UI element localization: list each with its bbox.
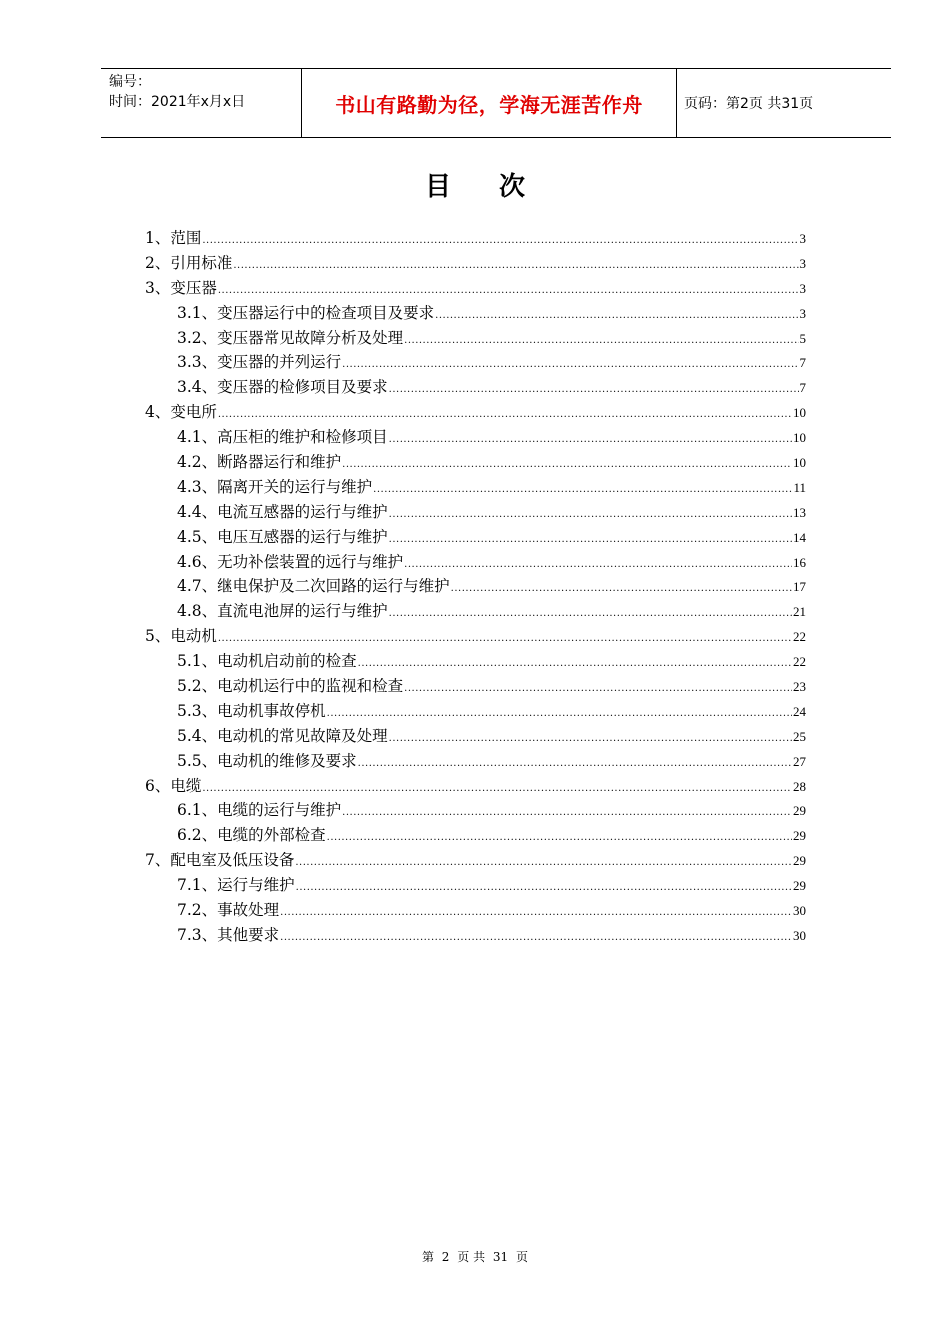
toc-entry-page: 7 (799, 380, 806, 396)
footer-page-mid: 页 共 (457, 1250, 486, 1264)
document-number-label: 编号： (109, 74, 151, 90)
toc-entry-label: 4、变电所 (145, 403, 217, 422)
toc-entry-page: 30 (793, 903, 806, 919)
toc-entry[interactable] (145, 774, 806, 799)
toc-entry-label: 1、范围 (145, 229, 202, 247)
header-motto: 书山有路勤为径，学海无涯苦作舟 (335, 92, 643, 117)
toc-entry[interactable] (145, 898, 806, 923)
toc-dot-leader (358, 659, 792, 669)
toc-dot-leader (202, 784, 792, 794)
toc-dot-leader (404, 560, 792, 570)
toc-dot-leader (327, 709, 792, 719)
page-footer (0, 1248, 950, 1265)
toc-entry-label: 4.5、电压互感器的运行与维护 (177, 527, 388, 546)
toc-entry[interactable] (145, 848, 806, 873)
toc-dot-leader (389, 385, 799, 395)
toc-entry-label: 6、电缆 (145, 776, 202, 795)
toc-entry-label: 3.3、变压器的并列运行 (177, 353, 342, 372)
toc-entry-label: 4.7、继电保护及二次回路的运行与维护 (177, 577, 450, 596)
toc-entry[interactable] (145, 550, 806, 575)
toc-entry[interactable] (145, 500, 806, 525)
toc-entry[interactable] (145, 301, 806, 326)
toc-entry-label: 2、引用标准 (145, 253, 233, 272)
toc-entry[interactable] (145, 923, 806, 948)
toc-entry-label: 4.4、电流互感器的运行与维护 (177, 502, 388, 521)
document-date: 时间：2021年x月x日 (109, 94, 246, 110)
toc-entry-label: 4.6、无功补偿装置的远行与维护 (177, 552, 404, 571)
footer-page-suffix: 页 (516, 1250, 529, 1264)
toc-dot-leader (389, 734, 792, 744)
toc-entry[interactable] (145, 525, 806, 550)
toc-entry[interactable] (145, 276, 806, 301)
toc-entry[interactable] (145, 599, 806, 624)
footer-page-total: 31 (492, 1250, 509, 1264)
toc-entry[interactable] (145, 798, 806, 823)
toc-entry-label: 3.4、变压器的检修项目及要求 (177, 378, 388, 397)
toc-entry-page: 10 (793, 405, 806, 421)
toc-entry-page: 17 (793, 579, 806, 595)
toc-entry[interactable] (145, 624, 806, 649)
toc-dot-leader (435, 311, 798, 321)
toc-entry-page: 14 (793, 529, 806, 545)
header-meta (101, 69, 301, 137)
toc-dot-leader (389, 510, 792, 520)
toc-dot-leader (342, 808, 792, 818)
toc-entry-page: 24 (793, 703, 806, 719)
toc-entry-page: 16 (793, 554, 806, 570)
toc-entry[interactable] (145, 450, 806, 475)
toc-entry-label: 3.1、变压器运行中的检查项目及要求 (177, 303, 435, 322)
toc-entry-page: 29 (793, 853, 806, 869)
toc-entry[interactable] (145, 749, 806, 774)
toc-entry-label: 7.2、事故处理 (177, 901, 280, 920)
toc-dot-leader (233, 261, 798, 271)
toc-entry-label: 7.3、其他要求 (177, 925, 280, 944)
table-of-contents (145, 226, 806, 948)
toc-entry-label: 7、配电室及低压设备 (145, 851, 295, 870)
toc-entry-label: 3.2、变压器常见故障分析及处理 (177, 328, 404, 347)
toc-entry[interactable] (145, 350, 806, 375)
toc-entry-label: 5.5、电动机的维修及要求 (177, 751, 357, 770)
toc-dot-leader (280, 908, 792, 918)
toc-entry-page: 5 (799, 330, 806, 346)
toc-entry-page: 25 (793, 728, 806, 744)
toc-entry[interactable] (145, 326, 806, 351)
footer-page-current: 2 (441, 1250, 450, 1264)
toc-entry[interactable] (145, 375, 806, 400)
toc-dot-leader (451, 584, 792, 594)
toc-entry[interactable] (145, 400, 806, 425)
toc-entry-page: 10 (793, 455, 806, 471)
toc-entry[interactable] (145, 674, 806, 699)
toc-dot-leader (389, 535, 792, 545)
toc-dot-leader (327, 833, 792, 843)
toc-dot-leader (389, 435, 792, 445)
toc-entry[interactable] (145, 649, 806, 674)
toc-entry[interactable] (145, 425, 806, 450)
header-motto-cell (301, 69, 677, 137)
toc-entry-page: 3 (799, 280, 806, 296)
toc-entry[interactable] (145, 873, 806, 898)
toc-dot-leader (404, 336, 798, 346)
toc-entry-page: 29 (793, 828, 806, 844)
toc-entry-label: 4.8、直流电池屏的运行与维护 (177, 602, 388, 621)
toc-entry-label: 4.3、隔离开关的运行与维护 (177, 477, 373, 496)
toc-title: 目次 (424, 172, 573, 202)
toc-entry-label: 6.1、电缆的运行与维护 (177, 801, 342, 820)
toc-entry-page: 7 (799, 355, 806, 371)
toc-dot-leader (218, 634, 792, 644)
toc-dot-leader (296, 883, 792, 893)
toc-dot-leader (342, 360, 798, 370)
toc-entry-label: 5.1、电动机启动前的检查 (177, 652, 357, 671)
toc-entry-label: 3、变压器 (145, 278, 217, 297)
toc-entry[interactable] (145, 574, 806, 599)
toc-entry-page: 29 (793, 803, 806, 819)
toc-entry-page: 3 (799, 231, 806, 246)
toc-entry-page: 11 (793, 479, 806, 495)
toc-dot-leader (389, 609, 792, 619)
toc-entry[interactable] (145, 251, 806, 276)
toc-entry-label: 4.1、高压柜的维护和检修项目 (177, 428, 388, 447)
toc-entry-page: 3 (799, 305, 806, 321)
toc-entry-page: 27 (793, 753, 806, 769)
toc-entry-label: 5.2、电动机运行中的监视和检查 (177, 677, 404, 696)
toc-dot-leader (218, 286, 799, 296)
toc-dot-leader (295, 858, 792, 868)
toc-dot-leader (358, 759, 792, 769)
toc-entry[interactable] (145, 226, 806, 251)
footer-page-prefix: 第 (421, 1250, 434, 1264)
toc-entry[interactable] (145, 823, 806, 848)
toc-entry-page: 21 (793, 604, 806, 620)
toc-entry-page: 22 (793, 629, 806, 645)
toc-dot-leader (218, 410, 792, 420)
toc-entry[interactable] (145, 699, 806, 724)
toc-entry-label: 7.1、运行与维护 (177, 876, 295, 895)
toc-dot-leader (404, 684, 792, 694)
toc-dot-leader (202, 236, 798, 246)
toc-entry-label: 6.2、电缆的外部检查 (177, 826, 326, 845)
toc-entry[interactable] (145, 724, 806, 749)
toc-entry[interactable] (145, 475, 806, 500)
toc-entry-page: 28 (793, 778, 806, 794)
page-header (101, 68, 891, 138)
toc-dot-leader (373, 485, 792, 495)
toc-entry-page: 10 (793, 430, 806, 446)
toc-entry-page: 30 (793, 927, 806, 943)
toc-entry-label: 4.2、断路器运行和维护 (177, 453, 342, 472)
toc-entry-page: 22 (793, 654, 806, 670)
toc-entry-label: 5、电动机 (145, 627, 217, 646)
toc-dot-leader (342, 460, 792, 470)
toc-entry-page: 29 (793, 878, 806, 894)
header-page-info: 页码：第2页 共31页 (684, 96, 814, 112)
toc-entry-page: 23 (793, 679, 806, 695)
toc-entry-label: 5.4、电动机的常见故障及处理 (177, 726, 388, 745)
toc-entry-page: 13 (793, 504, 806, 520)
toc-entry-label: 5.3、电动机事故停机 (177, 701, 326, 720)
toc-entry-page: 3 (799, 255, 806, 271)
toc-dot-leader (280, 933, 792, 943)
